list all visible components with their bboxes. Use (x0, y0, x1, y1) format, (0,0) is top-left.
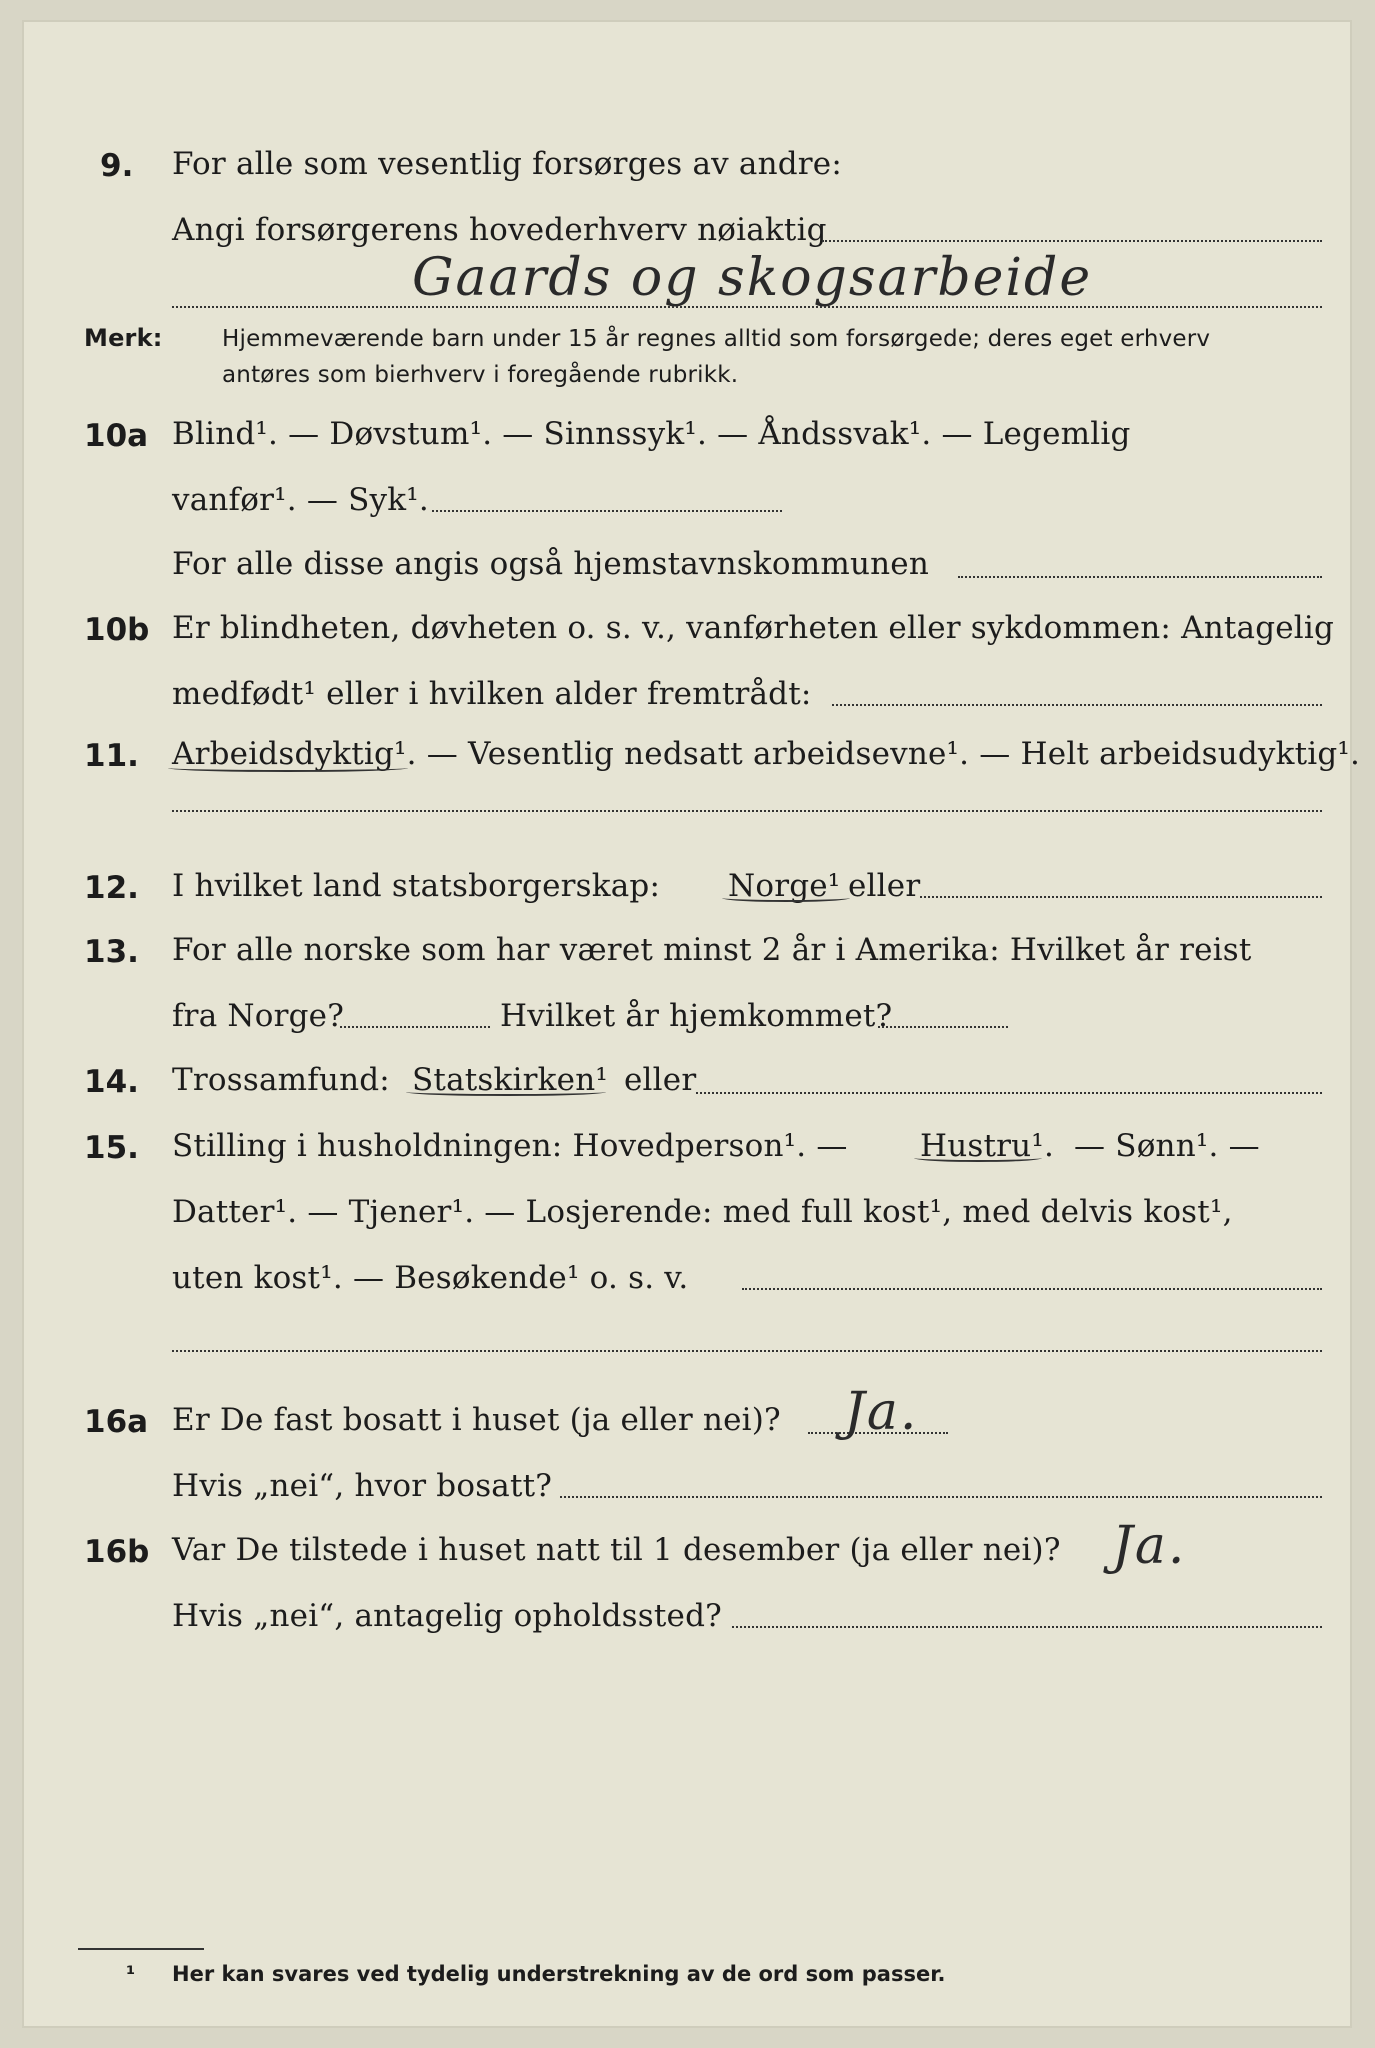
q9-line2: Angi forsørgerens hovederhverv nøiaktig (172, 212, 827, 248)
q15-pre: Stilling i husholdningen: Hovedperson¹. — (172, 1128, 848, 1164)
q14-pre: Trossamfund: (172, 1062, 390, 1098)
q10a-line2: vanfør¹. — Syk¹. (172, 482, 429, 518)
footnote-text: Her kan svares ved tydelig understrekning av de ord som passer. (172, 1962, 946, 1986)
q10a-syk-line (432, 510, 782, 512)
q14-underline-mark (406, 1088, 606, 1096)
q15-answer-line (742, 1288, 1322, 1290)
q13-line2b: Hvilket år hjemkommet? (500, 998, 893, 1034)
q15-line3: uten kost¹. — Besøkende¹ o. s. v. (172, 1260, 689, 1296)
merk-line1: Hjemmeværende barn under 15 år regnes alltid som forsørgede; deres eget erhverv (222, 326, 1211, 352)
q10a-number: 10a (84, 418, 149, 454)
q9-handwritten-answer: Gaards og skogsarbeide (412, 248, 1093, 308)
q11-option-arbeidsdyktig: Arbeidsdyktig¹. (172, 736, 417, 772)
q9-number: 9. (100, 148, 134, 184)
q12-answer-line (920, 896, 1322, 898)
q16b-line2: Hvis „nei“, antagelig opholdssted? (172, 1598, 722, 1634)
q11-number: 11. (84, 738, 139, 774)
q16b-line1: Var De tilstede i huset natt til 1 desember (ja eller nei)? (172, 1532, 1061, 1568)
q10a-line3: For alle disse angis også hjemstavnskommunen (172, 546, 929, 582)
q16b-opholdssted-line (732, 1626, 1322, 1628)
q15-number: 15. (84, 1130, 139, 1166)
q11-underline-mark (168, 764, 408, 772)
q13-line2a: fra Norge? (172, 998, 345, 1034)
q12-post: eller (848, 868, 921, 904)
q9-line1: For alle som vesentlig forsørges av andre: (172, 146, 842, 182)
q14-answer-line (696, 1092, 1322, 1094)
q16b-number: 16b (84, 1534, 150, 1570)
q12-option-norge: Norge¹ (728, 868, 841, 904)
q14-post: eller (624, 1062, 697, 1098)
q13-line1: For alle norske som har været minst 2 år i Amerika: Hvilket år reist (172, 932, 1252, 968)
q11-rest: — Vesentlig nedsatt arbeidsevne¹. — Helt arbeidsudyktig¹. (416, 736, 1361, 772)
q9-dotted-line (822, 240, 1322, 242)
q12-number: 12. (84, 870, 139, 906)
q16a-bosatt-line (560, 1496, 1322, 1498)
q14-option-statskirken: Statskirken¹ (412, 1062, 608, 1098)
q16a-line2: Hvis „nei“, hvor bosatt? (172, 1468, 553, 1504)
q13-hjemkommet-line (878, 1026, 1008, 1028)
footnote-rule (78, 1948, 204, 1950)
q16b-handwritten-answer: Ja. (1112, 1516, 1187, 1576)
q15-underline-mark (914, 1154, 1042, 1162)
q12-pre: I hvilket land statsborgerskap: (172, 868, 661, 904)
q13-number: 13. (84, 934, 139, 970)
q9-answer-line (172, 306, 1322, 308)
q13-reist-line (340, 1026, 490, 1028)
footnote-mark: ¹ (126, 1962, 136, 1986)
q10a-line1: Blind¹. — Døvstum¹. — Sinnssyk¹. — Åndssvak¹. — Legemlig (172, 416, 1131, 452)
merk-line2: antøres som bierhverv i foregående rubrikk. (222, 362, 739, 388)
q10b-number: 10b (84, 612, 150, 648)
q16a-number: 16a (84, 1404, 149, 1440)
q10b-line2: medfødt¹ eller i hvilken alder fremtrådt: (172, 676, 812, 712)
q11-answer-line (172, 810, 1322, 812)
q15-extra-line (172, 1350, 1322, 1352)
q12-underline-mark (722, 894, 850, 902)
q15-option-hustru: Hustru¹. (920, 1128, 1055, 1164)
q16a-handwritten-answer: Ja. (844, 1382, 919, 1442)
q10b-answer-line (832, 704, 1322, 706)
q10a-kommune-line (958, 576, 1322, 578)
census-form-page (22, 20, 1361, 2028)
merk-label: Merk: (84, 324, 163, 352)
q14-number: 14. (84, 1064, 139, 1100)
q15-line2: Datter¹. — Tjener¹. — Losjerende: med full kost¹, med delvis kost¹, (172, 1194, 1233, 1230)
q10b-line1: Er blindheten, døvheten o. s. v., vanførheten eller sykdommen: Antagelig (172, 610, 1335, 646)
q15-post: — Sønn¹. — (1074, 1128, 1260, 1164)
q16a-line1: Er De fast bosatt i huset (ja eller nei)? (172, 1402, 781, 1438)
